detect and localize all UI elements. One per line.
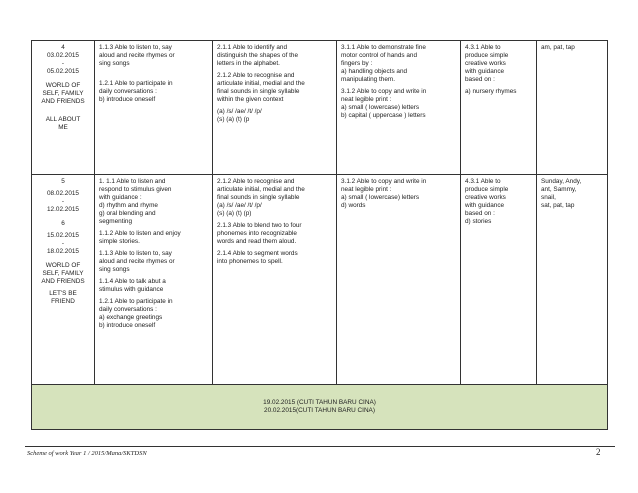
- week-dates: 08.02.2015 - 12.02.2015: [47, 190, 79, 213]
- vocabulary-text: am, pat, tap: [541, 44, 575, 51]
- reading-cell: [213, 41, 337, 175]
- footer-text: Scheme of work Year 1 / 2015/Mana/SKTDSN: [27, 450, 147, 457]
- learning-standard: 2.1.2 Able to recognise and articulate initial, medial and the final sounds in single syllable within the given context: [217, 72, 305, 103]
- learning-standard: 3.1.2 Able to copy and write in neat legible print : a) small ( lowercase) letters d) words: [341, 178, 427, 209]
- vocabulary-cell: [537, 41, 608, 175]
- table-row-holiday: [32, 385, 608, 430]
- listening-speaking-cell: [95, 41, 213, 175]
- learning-standard: 4.3.1 Able to produce simple creative works with guidance based on :: [465, 44, 509, 83]
- week-number: 4: [61, 44, 65, 51]
- week-topic: ALL ABOUT ME: [45, 116, 81, 131]
- learning-standard: 2.1.3 Able to blend two to four phonemes into recognizable words and read them aloud.: [217, 222, 302, 245]
- vocabulary-cell: [537, 175, 608, 385]
- week-theme: WORLD OF SELF, FAMILY AND FRIENDS: [41, 262, 85, 285]
- table-row-week-5-6: [32, 175, 608, 385]
- learning-standard: 1.1.3 Able to listen to, say aloud and recite rhymes or sing songs: [99, 44, 175, 67]
- phoneme-list: (a) /s/ /ae/ /t/ /p/ (s) (a) (t) (p: [217, 108, 262, 123]
- learning-standard: 4.3.1 Able to produce simple creative works with guidance based on : d) stories: [465, 178, 509, 225]
- learning-standard: 2.1.4 Able to segment words into phonemes to spell.: [217, 250, 298, 265]
- holiday-cell: [32, 385, 608, 430]
- page-number: 2: [596, 447, 601, 457]
- holiday-line: 19.02.2015 (CUTI TAHUN BARU CINA): [263, 399, 376, 406]
- vocabulary-text: Sunday, Andy, ant, Sammy, snail, sat, pat, tap: [541, 178, 582, 209]
- scheme-of-work-table: [31, 40, 608, 430]
- week-theme: WORLD OF SELF, FAMILY AND FRIENDS: [41, 82, 85, 105]
- table-row-week-4: [32, 41, 608, 175]
- learning-standard: 3.1.1 Able to demonstrate fine motor control of hands and fingers by : a) handling objects and manipulating them.: [341, 44, 426, 83]
- writing-cell: [337, 175, 461, 385]
- week-number: 5: [61, 178, 65, 185]
- learning-standard: 1.2.1 Able to participate in daily conversations : b) introduce oneself: [99, 80, 173, 103]
- reading-cell: [213, 175, 337, 385]
- footer-divider: [25, 446, 615, 447]
- learning-standard: 1.1.2 Able to listen and enjoy simple stories.: [99, 230, 181, 245]
- learning-standard: 2.1.1 Able to identify and distinguish the shapes of the letters in the alphabet.: [217, 44, 299, 67]
- learning-standard: 1. 1.1 Able to listen and respond to stimulus given with guidance : d) rhythm and rhyme g) oral blending and segmenting: [99, 178, 172, 225]
- language-arts-cell: [461, 41, 537, 175]
- week-cell: [32, 41, 95, 175]
- week-dates: 03.02.2015 - 05.02.2015: [47, 52, 79, 75]
- learning-standard: 1.2.1 Able to participate in daily conversations : a) exchange greetings b) introduce oneself: [99, 298, 173, 329]
- learning-standard: 2.1.2 Able to recognise and articulate initial, medial and the final sounds in single syllable (a) /s/ /ae/ /t/ /p/ (s) (a) (t) (p): [217, 178, 305, 217]
- writing-cell: [337, 41, 461, 175]
- holiday-line: 20.02.2015(CUTI TAHUN BARU CINA): [264, 407, 375, 414]
- learning-standard: a) nursery rhymes: [465, 88, 517, 95]
- learning-standard: 1.1.3 Able to listen to, say aloud and recite rhymes or sing songs: [99, 250, 175, 273]
- learning-standard: 3.1.2 Able to copy and write in neat legible print : a) small ( lowercase) letters b) capital ( uppercase ) letters: [341, 88, 427, 119]
- week-topic: LET'S BE FRIEND: [49, 290, 77, 305]
- week-number: 6: [61, 220, 65, 227]
- learning-standard: 1.1.4 Able to talk abut a stimulus with guidance: [99, 278, 166, 293]
- week-cell: [32, 175, 95, 385]
- week-dates: 15.02.2015 - 18.02.2015: [47, 232, 79, 255]
- language-arts-cell: [461, 175, 537, 385]
- listening-speaking-cell: [95, 175, 213, 385]
